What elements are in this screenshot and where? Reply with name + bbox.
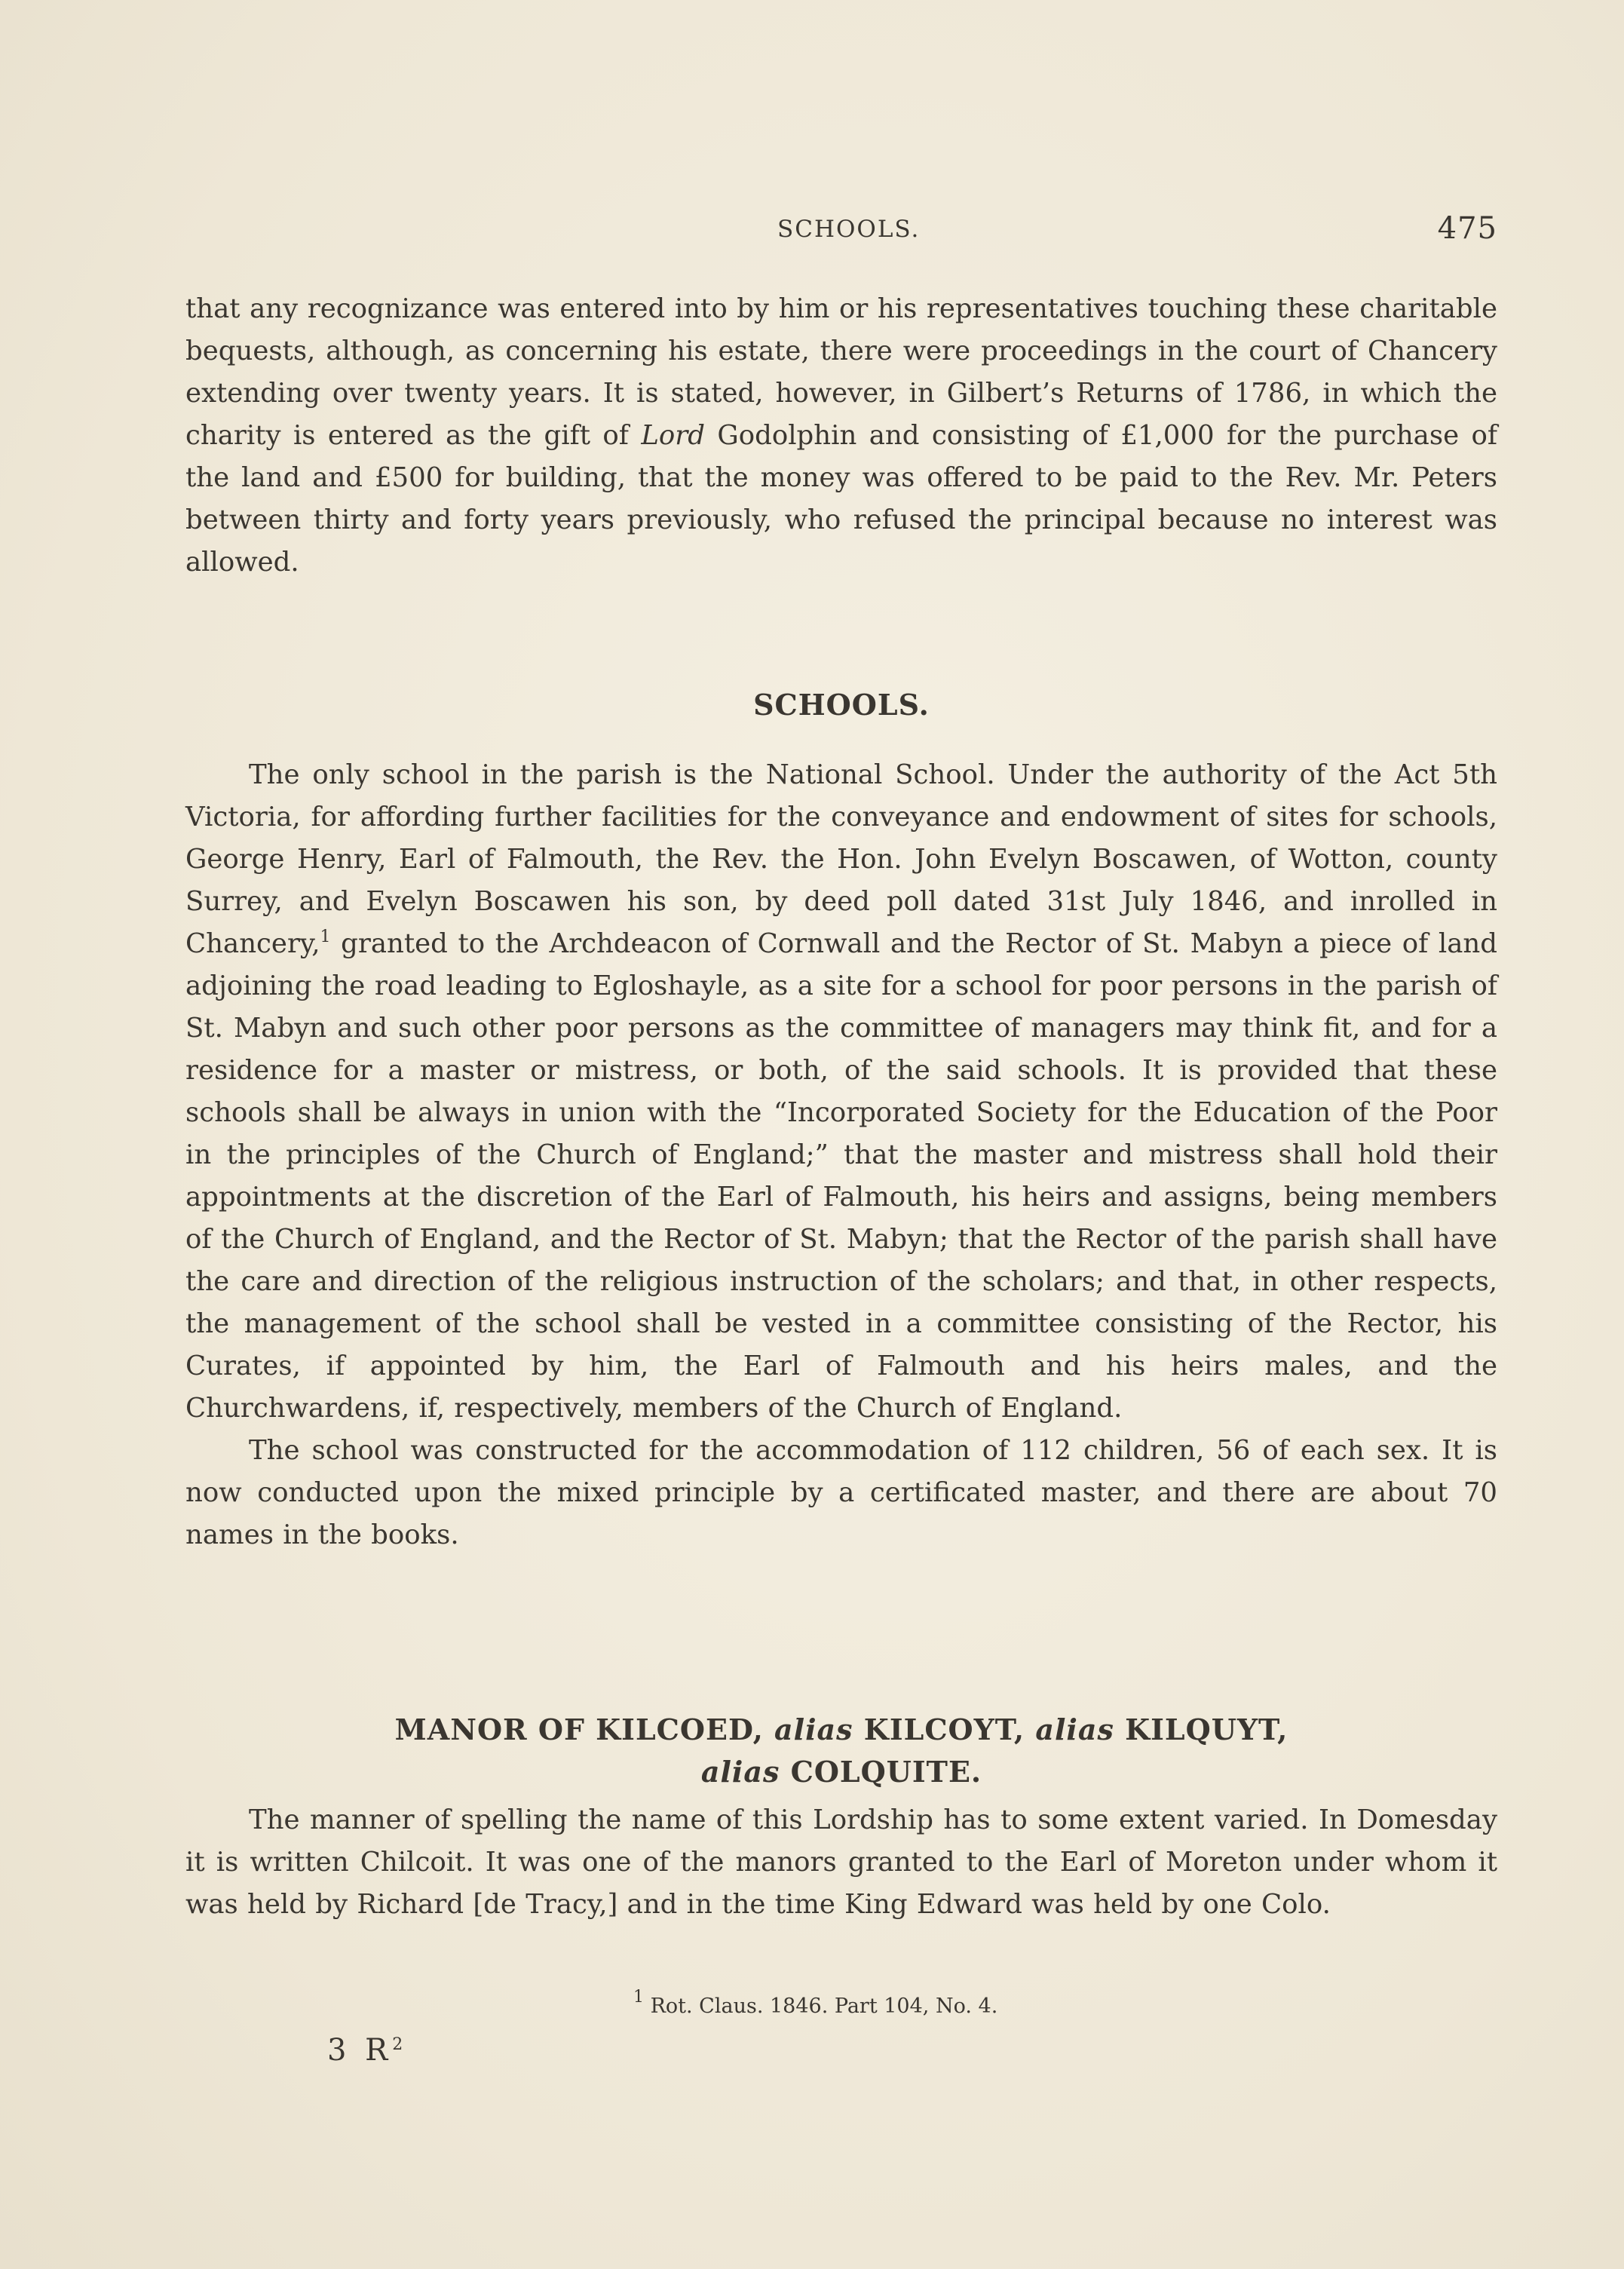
manor-heading-line-1: [185, 1709, 1497, 1751]
manor-name-kilquyt: KILQUYT,: [1114, 1712, 1288, 1746]
manor-heading-line-2: [185, 1751, 1497, 1793]
schools-paragraph-1-continuation: granted to the Archdeacon of Cornwall and the Rector of St. Mabyn a piece of land adjoining the road leading to Egloshayle, as a site for a school for poor persons in the parish of St. Mabyn and such other poor persons as the committee of managers may think fit, and for a residence for a master or mistress, or both, of the said schools. It is provided that these schools shall be always in union with the “Incorporated Society for the Education of the Poor in the principles of the Church of England;” that the master and mistress shall hold their appointments at the discretion of the Earl of Falmouth, his heirs and assigns, being members of the Church of England, and the Rector of St. Mabyn; that the Rector of the parish shall have the care and direction of the religious instruction of the scholars; and that, in other respects, the management of the school shall be vested in a committee consisting of the Rector, his Curates, if appointed by him, the Earl of Falmouth and his heirs males, and the Churchwardens, if, respectively, members of the Church of England.: [185, 928, 1497, 1424]
footnote-mark: 1: [633, 1988, 644, 2007]
manor-heading: [185, 1709, 1497, 1793]
manor-paragraph: The manner of spelling the name of this Lordship has to some extent varied. In Domesday it is written Chilcoit. It was one of the manors granted to the Earl of Moreton under whom it was held by Richard [de Tracy,] and in the time King Edward was held by one Colo.: [185, 1804, 1497, 1920]
schools-heading: SCHOOLS.: [753, 688, 930, 722]
schools-paragraph-2: The school was constructed for the accommodation of 112 children, 56 of each sex. It is now conducted upon the mixed principle by a certificated master, and there are about 70 names in the books.: [185, 1435, 1497, 1550]
manor-name-kilcoed: MANOR OF KILCOED,: [394, 1712, 775, 1746]
running-title: SCHOOLS.: [777, 216, 921, 243]
manor-section: [185, 1799, 1497, 1926]
page-number: 475: [1437, 211, 1497, 246]
charity-paragraph: that any recognizance was entered into by him or his representatives touching these charitable bequests, although, as concerning his estate, there were proceedings in the court of Chancery extending over twenty years. It is stated, however, in Gilbert’s Returns of 1786, in which the charity is entered as the gift of Lord Godolphin and consisting of £1,000 for the purchase of the land and £500 for building, that the money was offered to be paid to the Rev. Mr. Peters between thirty and forty years previously, who refused the principal because no interest was allowed.: [185, 293, 1497, 578]
alias-label: alias: [700, 1755, 780, 1789]
footnote: [633, 1988, 998, 2018]
alias-label: alias: [774, 1712, 853, 1746]
signature-text: 3 R: [327, 2033, 393, 2068]
running-head: [185, 211, 1497, 253]
charity-continuation: [185, 288, 1497, 584]
signature-mark: [327, 2033, 407, 2068]
signature-superscript: 2: [392, 2035, 408, 2054]
footnote-reference[interactable]: 1: [320, 928, 331, 946]
lord-emphasis: Lord: [641, 420, 705, 451]
footnote-text: Rot. Claus. 1846. Part 104, No. 4.: [644, 1995, 998, 2018]
schools-section: [185, 754, 1497, 1556]
schools-paragraph-1: [185, 754, 1497, 1430]
alias-label: alias: [1035, 1712, 1114, 1746]
manor-name-kilcoyt: KILCOYT,: [853, 1712, 1036, 1746]
manor-name-colquite: COLQUITE.: [780, 1755, 982, 1789]
schools-paragraph-1-text: The only school in the parish is the National School. Under the authority of the Act 5th Victoria, for affording further facilities for the conveyance and endowment of sites for schools, George Henry, Earl of Falmouth, the Rev. the Hon. John Evelyn Boscawen, of Wotton, county Surrey, and Evelyn Boscawen his son, by deed poll dated 31st July 1846, and inrolled in Chancery,: [185, 759, 1497, 959]
